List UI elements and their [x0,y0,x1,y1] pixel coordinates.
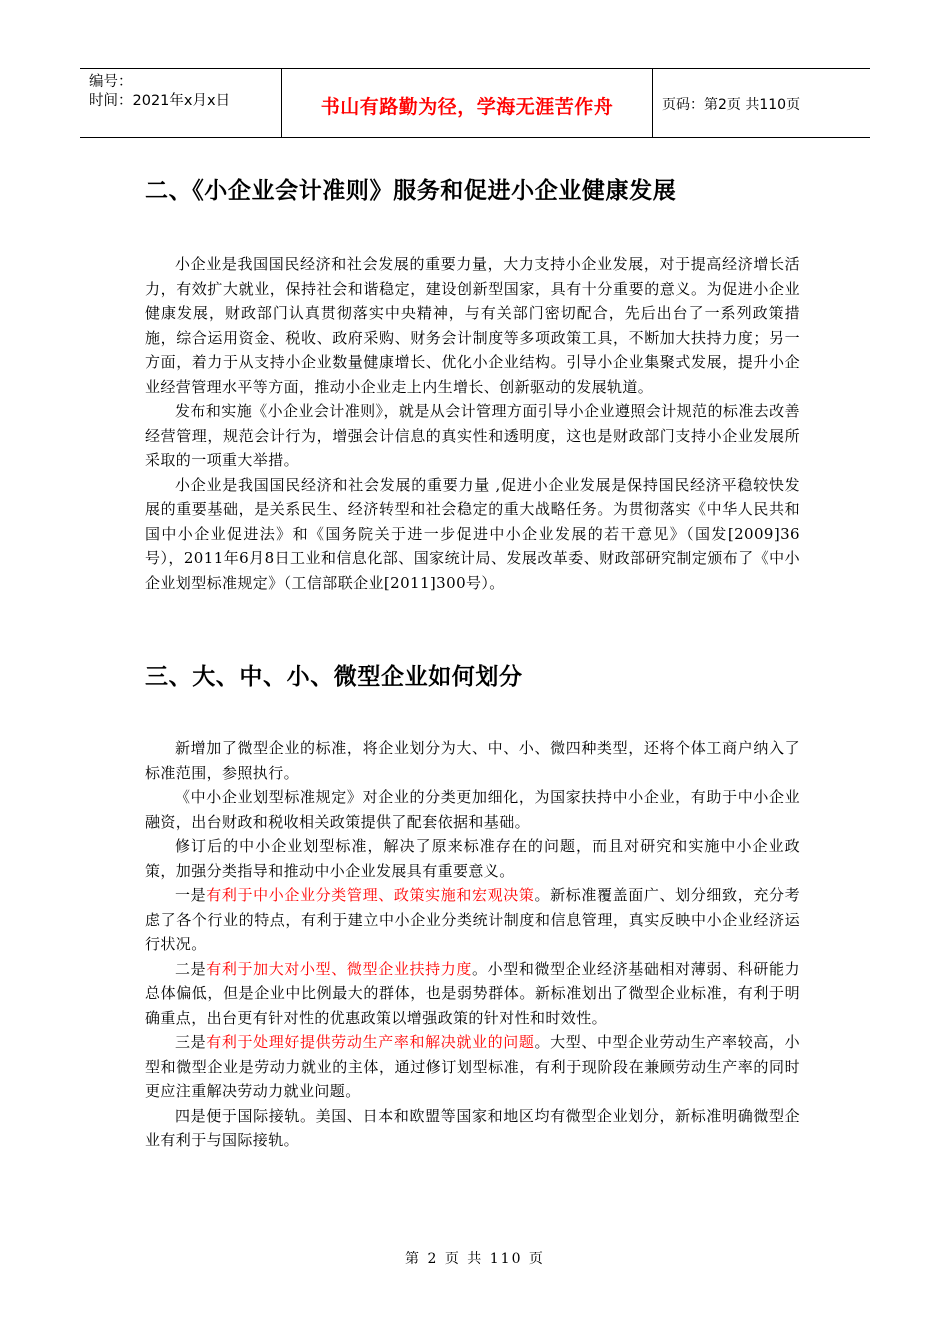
section-3-body [145,736,800,1153]
page-footer: 第 2 页 共 110 页 [405,1251,545,1267]
point-lead: 一是 [175,886,207,904]
highlighted-point: 有利于处理好提供劳动生产率和解决就业的问题 [206,1033,535,1051]
paragraph: 《中小企业划型标准规定》对企业的分类更加细化，为国家扶持中小企业，有助于中小企业融资，出台财政和税收相关政策提供了配套依据和基础。 [145,788,800,831]
header-motto: 书山有路勤为径，学海无涯苦作舟 [281,69,653,137]
point-lead: 二是 [175,959,207,978]
paragraph [145,957,800,1031]
date-line: 时间：2021年x月x日 [89,93,231,109]
section-2-heading: 二、《小企业会计准则》服务和促进小企业健康发展 [145,178,677,204]
paragraph [145,1030,800,1104]
highlighted-point: 有利于加大对小型、微型企业扶持力度 [206,959,472,978]
point-text: 。小型和微型企业经济基础相对薄弱、科研能力总体偏低，但是企业中比例最大的群体，也是弱势群体。新标准划出了微型企业标准，有利于明确重点，出台更有针对性的优惠政策以增强政策的针对性和时效性。 [145,959,800,1027]
point-text: 。大型、中型企业劳动生产率较高，小型和微型企业是劳动力就业的主体，通过修订划型标准，有利于现阶段在兼顾劳动生产率的同时更应注重解决劳动力就业问题。 [145,1033,800,1100]
paragraph: 四是便于国际接轨。美国、日本和欧盟等国家和地区均有微型企业划分，新标准明确微型企业有利于与国际接轨。 [145,1106,800,1149]
section-3-heading: 三、大、中、小、微型企业如何划分 [145,664,523,690]
serial-number-label: 编号： [89,74,133,90]
paragraph: 小企业是我国国民经济和社会发展的重要力量，大力支持小企业发展，对于提高经济增长活力，有效扩大就业，保持社会和谐稳定，建设创新型国家，具有十分重要的意义。为促进小企业健康发展，财政部门认真贯彻落实中央精神，与有关部门密切配合，先后出台了一系列政策措施，综合运用资金、税收、政府采购、财务会计制度等多项政策工具，不断加大扶持力度；另一方面，着力于从支持小企业数量健康增长、优化小企业结构。引导小企业集聚式发展，提升小企业经营管理水平等方面，推动小企业走上内生增长、创新驱动的发展轨道。 [145,255,800,396]
paragraph: 修订后的中小企业划型标准，解决了原来标准存在的问题，而且对研究和实施中小企业政策，加强分类指导和推动中小企业发展具有重要意义。 [145,837,800,880]
paragraph: 新增加了微型企业的标准，将企业划分为大、中、小、微四种类型，还将个体工商户纳入了标准范围，参照执行。 [145,739,800,782]
header-page-info: 页码：第2页 共110页 [662,97,801,113]
section-2-body [145,252,800,595]
page-header [80,68,870,138]
point-text: 。新标准覆盖面广、划分细致，充分考虑了各个行业的特点，有利于建立中小企业分类统计制度和信息管理，真实反映中小企业经济运行状况。 [145,886,800,953]
paragraph [145,883,800,957]
header-meta [80,69,281,137]
point-lead: 三是 [175,1033,207,1051]
highlighted-point: 有利于中小企业分类管理、政策实施和宏观决策 [206,886,535,904]
paragraph: 发布和实施《小企业会计准则》，就是从会计管理方面引导小企业遵照会计规范的标准去改善经营管理，规范会计行为，增强会计信息的真实性和透明度，这也是财政部门支持小企业发展所采取的一项重大举措。 [145,402,800,469]
paragraph: 小企业是我国国民经济和社会发展的重要力量 ,促进小企业发展是保持国民经济平稳较快发展的重要基础，是关系民生、经济转型和社会稳定的重大战略任务。为贯彻落实《中华人民共和国中小企业促进法》和《国务院关于进一步促进中小企业发展的若干意见》（国发[2009]36号），2011年6月8日工业和信息化部、国家统计局、发展改革委、财政部研究制定颁布了《中小企业划型标准规定》（工信部联企业[2011]300号）。 [145,475,800,592]
